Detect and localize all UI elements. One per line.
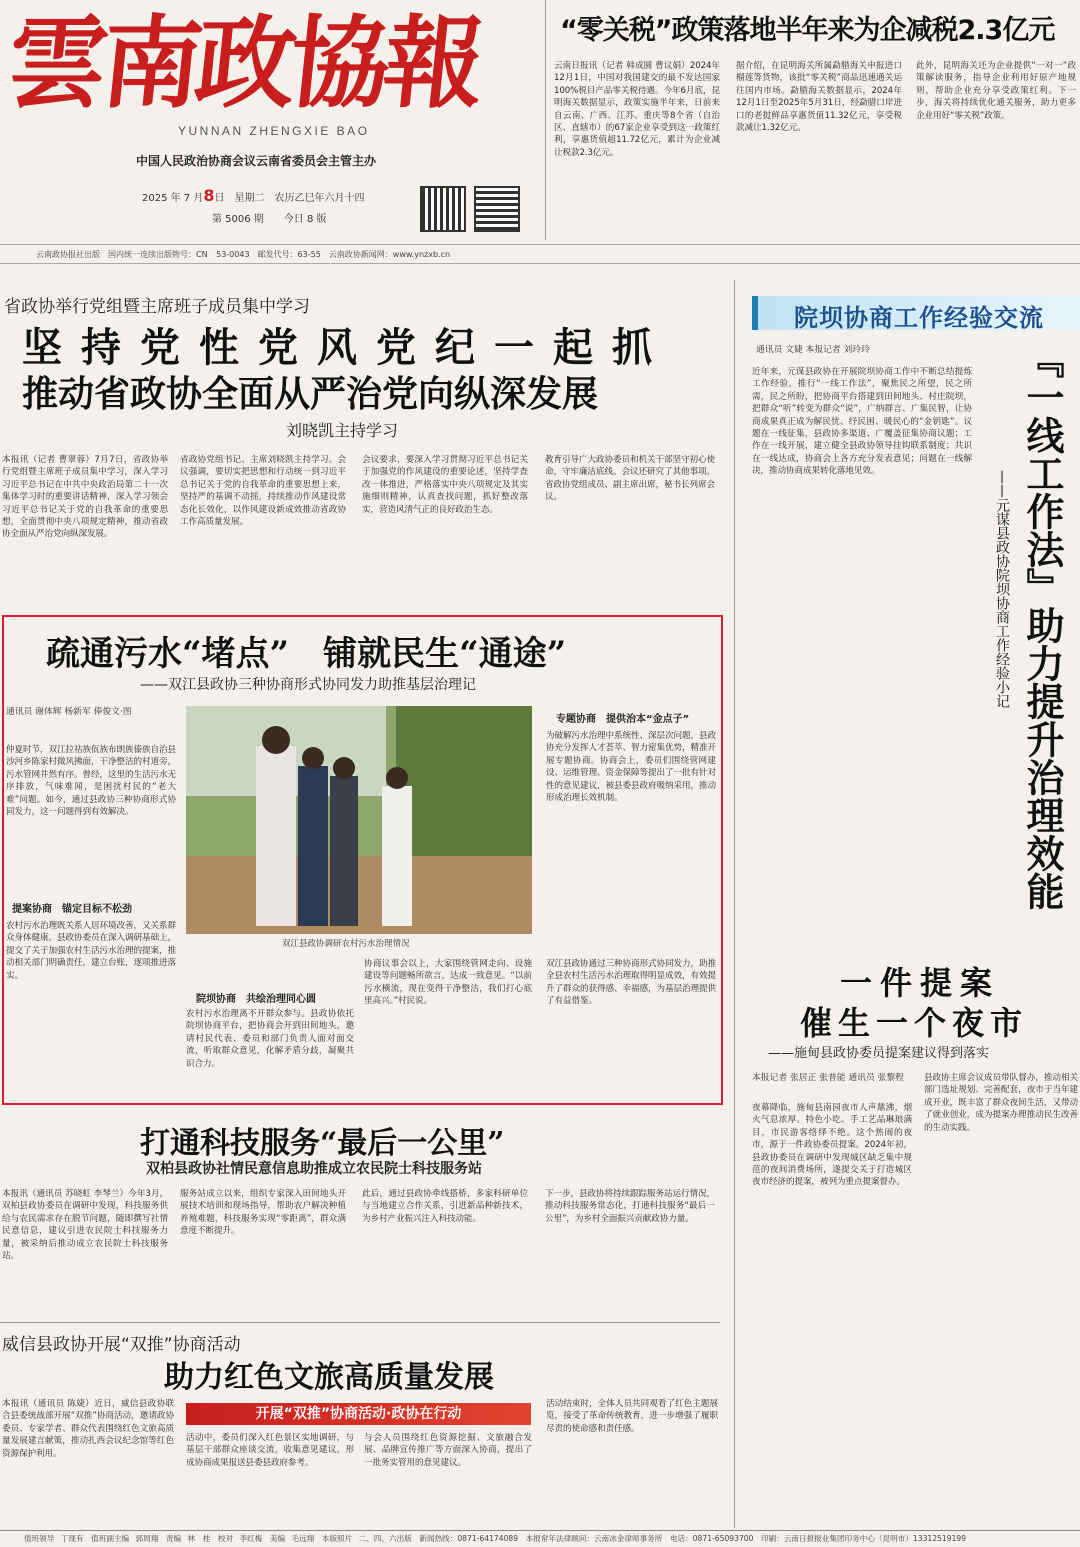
lead-kicker: 省政协举行党组暨主席班子成员集中学习 bbox=[4, 297, 310, 317]
feature-photo bbox=[186, 706, 532, 934]
feature-subtitle: ——双江县政协三种协商形式协同发力助推基层治理记 bbox=[140, 677, 476, 693]
masthead-date bbox=[142, 186, 365, 205]
culture-col4: 活动结束时，全体人员共同观看了红色主题展览，接受了革命传统教育，进一步增强了履职尽责的使命感和责任感。 bbox=[546, 1399, 718, 1434]
feature-subhead-3: 院坝协商 共绘治理同心圆 bbox=[196, 994, 316, 1005]
top-article-col3: 此外，昆明海关还为企业提供“一对一”政策解读服务，指导企业利用好原产地规则，帮助企业充分享受政策红利。下一步，海关将持续优化通关服务，助力更多企业用好“零关税”政策。 bbox=[916, 61, 1076, 121]
feature-subhead-1: 提案协商 锚定目标不松劲 bbox=[12, 904, 132, 915]
feature-col1b: 农村污水治理既关系人居环境改善，又关系群众身体健康。县政协委员在深入调研基础上，提交了关于加强农村生活污水治理的提案，推动相关部门明确责任，建立台账，逐项推进落实。 bbox=[6, 921, 176, 981]
feature-photo-caption: 双江县政协调研农村污水治理情况 bbox=[282, 939, 410, 949]
science-col4: 下一步，县政协将持续跟踪服务站运行情况，推动科技服务常态化，打通科技服务“最后一公里”，为乡村全面振兴贡献政协力量。 bbox=[545, 1189, 715, 1224]
masthead-divider bbox=[545, 0, 546, 240]
date-pre: 2025 年 7 月 bbox=[142, 193, 204, 204]
sidebar-vertical-subtitle: ——元谋县政协院坝协商工作经验小记 bbox=[994, 470, 1010, 708]
feature-title: 疏通污水“堵点” 铺就民生“通途” bbox=[46, 634, 567, 674]
sidebar-banner bbox=[752, 296, 1080, 330]
sidebar-divider bbox=[734, 280, 735, 1528]
lead-title-line2: 推动省政协全面从严治党向纵深发展 bbox=[22, 374, 599, 415]
culture-col1: 本报讯（通讯员 陈婕）近日，威信县政协联合县委统战部开展“双推”协商活动，邀请政协委员、专家学者、群众代表围绕红色文旅高质量发展建言献策，推动扎西会议纪念馆等红色资源保护利用。 bbox=[2, 1399, 174, 1459]
masthead-sponsor: 中国人民政治协商会议云南省委员会主管主办 bbox=[136, 154, 377, 168]
feature-col2: 为破解污水治理中系统性、深层次问题，县政协充分发挥人才荟萃、智力密集优势，精准开展专题协商。协商会上，委员们围绕管网建设、运维管理、资金保障等提出了一批有针对性的意见建议，被县委县政府吸纳采用，推动形成治理长效机制。 bbox=[546, 731, 716, 804]
culture-title: 助力红色文旅高质量发展 bbox=[164, 1360, 494, 1395]
sidebar-vertical-title: 『一线工作法』助力提升治理效能 bbox=[1020, 340, 1065, 910]
lead-col4: 教育引导广大政协委员和机关干部坚守初心使命，守牢廉洁底线。会议还研究了其他事项。省政协党组成员、副主席出席，秘书长列席会议。 bbox=[545, 455, 715, 503]
science-title: 打通科技服务“最后一公里” bbox=[140, 1126, 505, 1161]
sidebar-article2-title2: 催生一个夜市 bbox=[800, 1004, 1029, 1042]
science-subtitle: 双柏县政协社情民意信息助推成立农民院士科技服务站 bbox=[146, 1161, 482, 1177]
section-divider bbox=[0, 1322, 720, 1323]
date-post: 日 星期二 农历乙巳年六月十四 bbox=[214, 193, 365, 204]
lead-col3: 会议要求，要深入学习贯彻习近平总书记关于加强党的作风建设的重要论述，坚持学查改一体推进，严格落实中央八项规定及其实施细则精神，认真查找问题，抓好整改落实，营造风清气正的良好政治生态。 bbox=[362, 455, 528, 515]
date-day: 8 bbox=[203, 186, 215, 205]
lead-title-line1: 坚持党性党风党纪一起抓 bbox=[22, 325, 671, 371]
masthead-issue: 第 5006 期 今日 8 版 bbox=[212, 214, 327, 225]
culture-col3: 与会人员围绕红色资源挖掘、文旅融合发展、品牌宣传推广等方面深入协商，提出了一批务实管用的意见建议。 bbox=[364, 1433, 532, 1468]
feature-subhead-2: 专题协商 提供治本“金点子” bbox=[556, 714, 690, 725]
sidebar-banner-text: 院坝协商工作经验交流 bbox=[794, 304, 1044, 332]
masthead-pinyin: YUNNAN ZHENGXIE BAO bbox=[178, 124, 370, 138]
publication-info-bar: 云南政协报社出版 国内统一连续出版物号：CN 53-0043 邮发代号：63-55 云南政协新闻网：www.ynzxb.cn bbox=[0, 244, 1080, 264]
lead-col1: 本报讯（记者 曹翠蓉）7月7日，省政协举行党组暨主席班子成员集中学习，深入学习习近平总书记在中共中央政治局第二十一次集体学习时的重要讲话精神，深入学习领会习近平总书记关于党的自我革命的重要思想，全面贯彻中央八项规定精神，推动省政协全面从严治党向纵深发展。 bbox=[2, 455, 168, 540]
sidebar-article2-col1: 夜幕降临，施甸县南园夜市人声鼎沸，烟火气息浓厚。特色小吃、手工艺品琳琅满目，市民游客络绎不绝。这个热闹的夜市，源于一件政协委员提案。2024年初，县政协委员在调研中发现城区缺乏集中规范的夜间消费场所，遂提交关于打造城区夜市经济的提案，被列为重点提案督办。 bbox=[752, 1103, 912, 1188]
feature-col1: 仲夏时节，双江拉祜族佤族布朗族傣族自治县沙河乡陈家村微风拂面，干净整洁的村道旁，污水管网井然有序。曾经，这里的生活污水无序排放，气味难闻，是困扰村民的“老大难”问题。如今，通过县政协三种协商形式协同发力，这一问题得到有效解决。 bbox=[6, 745, 176, 818]
lead-subtitle: 刘晓凯主持学习 bbox=[286, 421, 399, 440]
credits-bar: 值班领导 丁现有 值班副主编 郭周翔 责编 林 桂 校对 李红梅 美编 毛远翔 本版照片 二、四、六出版 新闻热线：0871-64174089 本报常年法律顾问：云南冰金律师事务所 电话：0871-65093700 印刷：云南日报报业集团印务中心（昆明市）13312519199 bbox=[0, 1530, 1080, 1547]
feature-col3: 农村污水治理离不开群众参与。县政协依托院坝协商平台，把协商会开到田间地头，邀请村民代表、委员和部门负责人面对面交流，听取群众意见，化解矛盾分歧，凝聚共识合力。 bbox=[186, 1009, 354, 1069]
sidebar-article2-title1: 一件提案 bbox=[840, 964, 1001, 1002]
sidebar-byline: 通讯员 文婕 本报记者 刘玲玲 bbox=[756, 345, 870, 355]
masthead-logo: 雲南政協報 bbox=[1, 4, 485, 122]
science-col2: 服务站成立以来，组织专家深入田间地头开展技术培训和现场指导，帮助农户解决种植养殖难题，科技服务实现“零距离”，群众满意度不断提升。 bbox=[180, 1189, 346, 1237]
sidebar-col: 近年来，元谋县政协在开展院坝协商工作中不断总结提炼工作经验，推行“一线工作法”，聚焦民之所望，民之所需，民之所盼，把协商平台搭建到田间地头、村庄院坝，把群众“听”转变为群众“说”，广纳群言、广集民智，让协商成果真正成为解民忧、纾民困、暖民心的“金钥匙”。议题在一线征集，县政协多渠道、广覆盖征集协商议题；工作在一线开展，建立健全县政协领导挂钩联系制度；共识在一线达成，协商会上各方充分发表意见；问题在一线解决，推动协商成果转化落地见效。 bbox=[752, 367, 972, 477]
top-article-col1: 云南日报讯（记者 韩成圆 曹议娟）2024年12月1日，中国对我国建交的最不发达国家100%税目产品零关税待遇。今年6月底，昆明海关数据显示，政策实施半年来，日前来自云南、广西、江苏、重庆等8个省（自治区、直辖市）的67家企业享受到这一政策红利，享惠货值超11.72亿元，累计为企业减让税款2.3亿元。 bbox=[554, 61, 720, 158]
culture-kicker: 威信县政协开展“双推”协商活动 bbox=[2, 1335, 241, 1355]
sidebar-article2-subtitle: ——施甸县政协委员提案建议得到落实 bbox=[768, 1046, 990, 1061]
lead-col2: 省政协党组书记、主席刘晓凯主持学习。会议强调，要切实把思想和行动统一到习近平总书记关于党的自我革命的重要思想上来，坚持严的基调不动摇，持续推动作风建设常态化长效化，以作风建设新成效推动省政协工作高质量发展。 bbox=[180, 455, 346, 528]
culture-col2: 活动中，委员们深入红色景区实地调研，与基层干部群众座谈交流，收集意见建议，形成协商成果报送县委县政府参考。 bbox=[186, 1433, 354, 1468]
top-headline: “零关税”政策落地半年来为企减税2.3亿元 bbox=[560, 15, 1055, 46]
sidebar-article2-col2: 县政协主席会议成员带队督办，推动相关部门选址规划、完善配套，夜市于当年建成开业，既丰富了群众夜间生活，又带动了就业创业，成为提案办理推动民生改善的生动实践。 bbox=[924, 1073, 1078, 1133]
culture-banner: 开展“双推”协商活动·政协在行动 bbox=[186, 1403, 531, 1425]
science-col1: 本报讯（通讯员 苏晓虹 李琴兰）今年3月，双柏县政协委员在调研中发现，科技服务供给与农民需求存在脱节问题，随即撰写社情民意信息，建议引进农民院士科技服务力量，被采纳后推动成立农民院士科技服务站。 bbox=[2, 1189, 168, 1262]
photo-scene bbox=[186, 706, 532, 934]
science-col3: 此后，通过县政协牵线搭桥，多家科研单位与当地建立合作关系，引进新品种新技术，为乡村产业振兴注入科技动能。 bbox=[362, 1189, 528, 1224]
feature-col5: 双江县政协通过三种协商形式协同发力，助推全县农村生活污水治理取得明显成效，有效提升了群众的获得感、幸福感，为基层治理提供了有益借鉴。 bbox=[546, 959, 716, 1007]
qr-code-icon bbox=[474, 186, 520, 232]
feature-col4: 协商议事会以上，大家围绕管网走向、设施建设等问题畅所欲言，达成一致意见。“以前污水横流，现在变得干净整洁，我们打心底里高兴。”村民说。 bbox=[364, 959, 532, 1007]
feature-byline: 通讯员 谢体辉 杨新军 俸俊文·图 bbox=[6, 707, 132, 717]
qr-code-icon bbox=[420, 186, 466, 232]
top-article-col2: 据介绍，在昆明海关所属勐腊海关申报进口榴莲等货物，该批“零关税”商品迅速通关运往国内市场。勐腊海关数据显示，2024年12月1日至2025年5月31日，经勐腊口岸进口的老挝鲜品享惠货值11.32亿元，享受税款减让1.32亿元。 bbox=[736, 61, 902, 134]
sidebar-article2-byline: 本报记者 张居正 张普能 通讯员 张黎程 bbox=[752, 1073, 904, 1083]
